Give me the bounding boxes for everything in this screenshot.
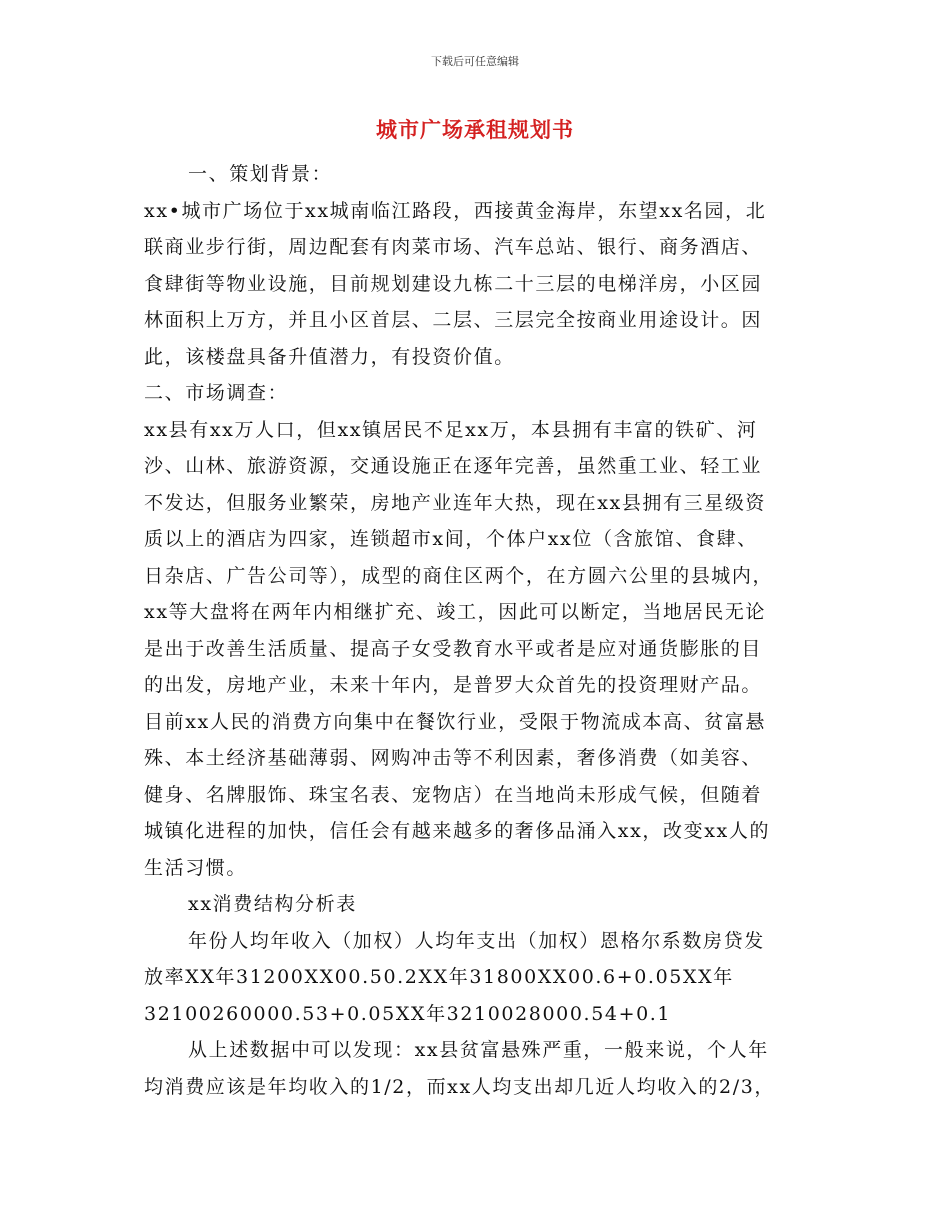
text-line: 目前xx人民的消费方向集中在餐饮行业，受限于物流成本高、贫富悬: [144, 710, 767, 733]
text-line: 林面积上万方，并且小区首层、二层、三层完全按商业用途设计。因: [144, 309, 763, 331]
text-line: 日杂店、广告公司等），成型的商住区两个，在方圆六公里的县城内，: [144, 564, 774, 587]
document-body: [144, 156, 808, 1105]
text-line: 城镇化进程的加快，信任会有越来越多的奢侈品涌入xx，改变xx人的: [144, 820, 771, 842]
text-line: xx消费结构分析表: [188, 893, 357, 915]
page-header-note: 下载后可任意编辑: [431, 55, 519, 68]
text-line: 食肆街等物业设施，目前规划建设九栋二十三层的电梯洋房，小区园: [144, 272, 763, 295]
text-line: 健身、名牌服饰、珠宝名表、宠物店）在当地尚未形成气候，但随着: [144, 783, 763, 806]
document-title: 城市广场承租规划书: [376, 117, 574, 142]
text-line: xx等大盘将在两年内相继扩充、竣工，因此可以断定，当地居民无论: [144, 601, 767, 623]
text-line: 联商业步行街，周边配套有肉菜市场、汽车总站、银行、商务酒店、: [144, 236, 763, 258]
text-line: 质以上的酒店为四家，连锁超市x间，个体户xx位（含旅馆、食肆、: [144, 528, 758, 550]
text-line: 是出于改善生活质量、提高子女受教育水平或者是应对通货膨胀的目: [144, 637, 763, 660]
text-line: 生活习惯。: [144, 856, 248, 879]
text-line: 二、市场调查：: [144, 382, 289, 404]
text-line: 沙、山林、旅游资源，交通设施正在逐年完善，虽然重工业、轻工业: [144, 455, 763, 477]
text-line: 从上述数据中可以发现：xx县贫富悬殊严重，一般来说，个人年: [188, 1039, 769, 1061]
text-line: 32100260000.53+0.05XX年3210028000.54+0.1: [144, 1002, 672, 1025]
text-line: xx•城市广场位于xx城南临江路段，西接黄金海岸，东望xx名园，北: [144, 199, 767, 222]
text-line: 不发达，但服务业繁荣，房地产业连年大热，现在xx县拥有三星级资: [144, 491, 767, 514]
text-line: 均消费应该是年均收入的1/2，而xx人均支出却几近人均收入的2/3，: [144, 1075, 775, 1098]
text-line: 放率XX年31200XX00.50.2XX年31800XX00.6+0.05XX年: [144, 966, 734, 988]
text-line: 殊、本土经济基础薄弱、网购冲击等不利因素，奢侈消费（如美容、: [144, 747, 763, 769]
text-line: 此，该楼盘具备升值潜力，有投资价值。: [144, 345, 515, 368]
text-line: xx县有xx万人口，但xx镇居民不足xx万，本县拥有丰富的铁矿、河: [144, 418, 758, 441]
text-line: 一、策划背景：: [188, 163, 333, 185]
text-line: 年份人均年收入（加权）人均年支出（加权）恩格尔系数房贷发: [188, 929, 765, 952]
text-line: 的出发，房地产业，未来十年内，是普罗大众首先的投资理财产品。: [144, 674, 763, 696]
